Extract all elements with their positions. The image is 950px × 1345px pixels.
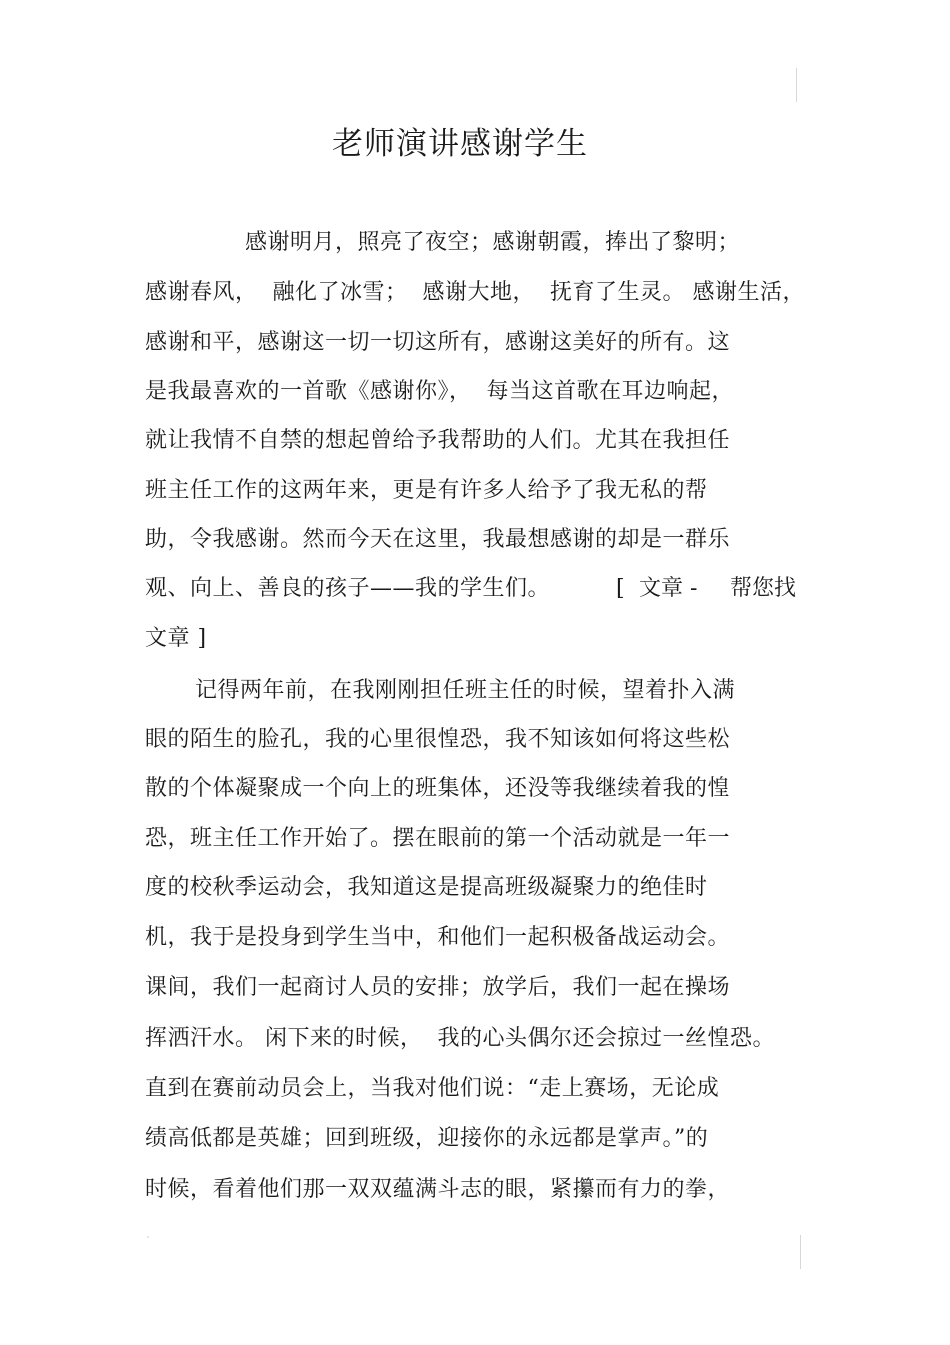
paragraph1-line-5: 就让我情不自禁的想起曾给予我帮助的人们。尤其在我担任: [145, 428, 731, 453]
paragraph1-line-4: 是我最喜欢的一首歌《感谢你》， 每当这首歌在耳边响起，: [145, 379, 734, 404]
paragraph2-line-1: 记得两年前，在我刚刚担任班主任的时候，望着扑入满: [195, 678, 736, 703]
paragraph2-line-10: 绩高低都是英雄；回到班级，迎接你的永远都是掌声。”的: [145, 1126, 709, 1151]
crop-mark-bottom: [800, 1235, 801, 1269]
paragraph2-line-6: 机，我于是投身到学生当中，和他们一起积极备战运动会。: [145, 925, 731, 950]
paragraph1-line-1: 感谢明月，照亮了夜空；感谢朝霞，捧出了黎明；: [245, 230, 741, 255]
paragraph2-line-5: 度的校秋季运动会，我知道这是提高班级凝聚力的绝佳时: [145, 875, 708, 900]
paragraph2-line-3: 散的个体凝聚成一个向上的班集体，还没等我继续着我的惶: [145, 776, 731, 801]
paragraph2-line-8: 挥洒汗水。 闲下来的时候， 我的心头偶尔还会掠过一丝惶恐。: [145, 1026, 775, 1051]
paragraph2-line-11: 时候，看着他们那一双双蕴满斗志的眼，紧攥而有力的拳，: [145, 1177, 731, 1202]
paragraph1-line-8: 观、向上、善良的孩子——我的学生们。: [145, 576, 551, 601]
paragraph2-line-9: 直到在赛前动员会上，当我对他们说：“走上赛场，无论成: [145, 1076, 720, 1101]
scan-dot: [147, 1236, 149, 1238]
paragraph1-line-2: 感谢春风， 融化了冰雪； 感谢大地， 抚育了生灵。 感谢生活，: [145, 280, 805, 305]
paragraph2-line-2: 眼的陌生的脸孔，我的心里很惶恐，我不知该如何将这些松: [145, 727, 731, 752]
paragraph1-line-7: 助，令我感谢。然而今天在这里，我最想感谢的却是一群乐: [145, 527, 731, 552]
paragraph2-line-4: 恐，班主任工作开始了。摆在眼前的第一个活动就是一年一: [145, 826, 731, 851]
document-title: 老师演讲感谢学生: [332, 126, 588, 162]
paragraph1-line-6: 班主任工作的这两年来，更是有许多人给予了我无私的帮: [145, 478, 708, 503]
citation-close-line: 文章 ]: [145, 626, 207, 651]
citation-open-bracket: [: [616, 576, 625, 601]
citation-text-part2: 帮您找: [730, 576, 797, 601]
citation-text-part1: 文章 -: [639, 576, 698, 601]
paragraph2-line-7: 课间，我们一起商讨人员的安排；放学后，我们一起在操场: [145, 975, 731, 1000]
paragraph1-line-3: 感谢和平，感谢这一切一切这所有，感谢这美好的所有。这: [145, 330, 731, 355]
crop-mark-top: [796, 68, 797, 102]
